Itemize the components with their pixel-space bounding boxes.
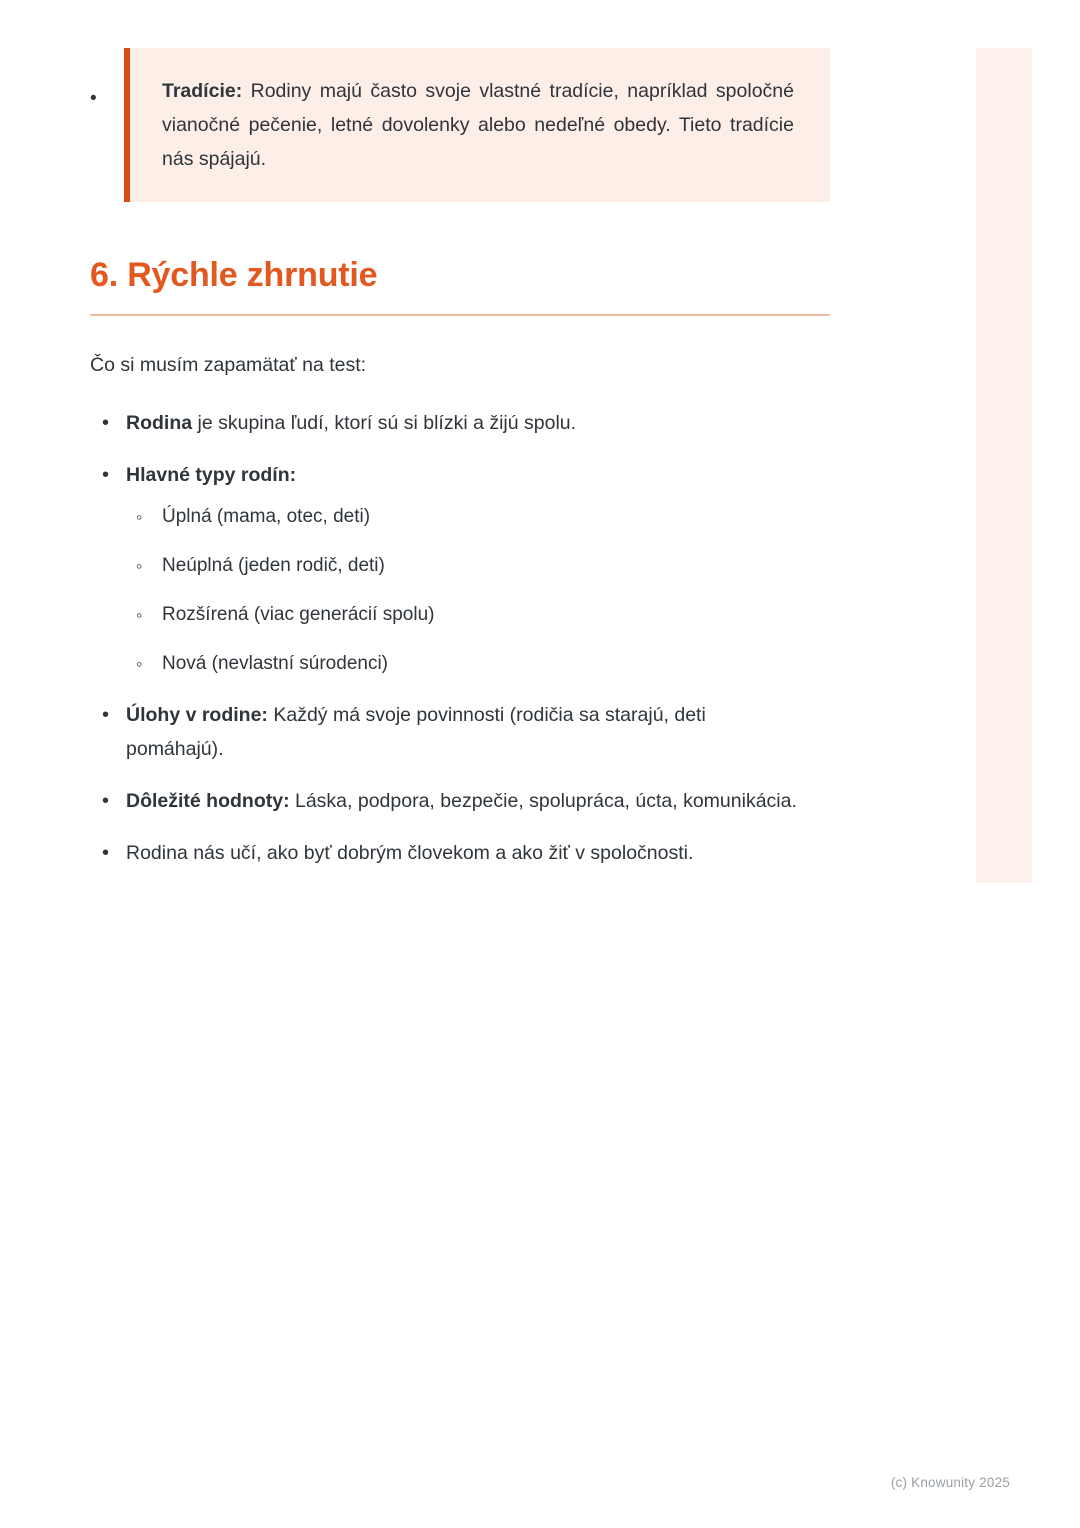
- list-item: ◦ Nová (nevlastní súrodenci): [126, 649, 806, 679]
- page-title: 6. Rýchle zhrnutie: [90, 256, 378, 294]
- list-item: ◦ Rozšírená (viac generácií spolu): [126, 600, 806, 630]
- list-item-text: Rodina nás učí, ako byť dobrým človekom a ako žiť v spoločnosti.: [126, 842, 694, 864]
- list-item-label: Rodina: [126, 412, 193, 434]
- copyright-footer: (c) Knowunity 2025: [890, 1475, 1010, 1490]
- section-lead-text: Čo si musím zapamätať na test:: [90, 354, 367, 376]
- list-item: [90, 458, 806, 679]
- callout-paragraph: [162, 74, 794, 176]
- list-item-label: Dôležité hodnoty:: [126, 790, 290, 812]
- list-item: [90, 406, 806, 440]
- callout-label: Tradície:: [162, 80, 243, 102]
- callout-text: Rodiny majú často svoje vlastné tradície, napríklad spoločné vianočné pečenie, letné dovolenky alebo nedeľné obedy. Tieto tradície nás spájajú.: [162, 80, 794, 170]
- list-item-text: je skupina ľudí, ktorí sú si blízki a žijú spolu.: [192, 412, 577, 434]
- list-item: [90, 836, 806, 870]
- title-divider: [90, 314, 830, 316]
- callout-bullet-marker: •: [90, 88, 97, 109]
- list-item-text: Láska, podpora, bezpečie, spolupráca, úcta, komunikácia.: [289, 790, 797, 812]
- list-item: [90, 698, 806, 766]
- list-item-label: Hlavné typy rodín:: [126, 464, 297, 486]
- list-item-text: Každý má svoje povinnosti (rodičia sa starajú, deti pomáhajú).: [126, 704, 706, 760]
- list-item: ◦ Neúplná (jeden rodič, deti): [126, 551, 806, 581]
- callout-box: [124, 48, 830, 202]
- list-item-label: Úlohy v rodine:: [126, 704, 268, 726]
- callout-block: [90, 48, 830, 202]
- list-item: ◦ Úplná (mama, otec, deti): [126, 502, 806, 532]
- family-types-sublist: [126, 502, 806, 679]
- list-item: [90, 784, 806, 818]
- summary-list: [90, 406, 830, 870]
